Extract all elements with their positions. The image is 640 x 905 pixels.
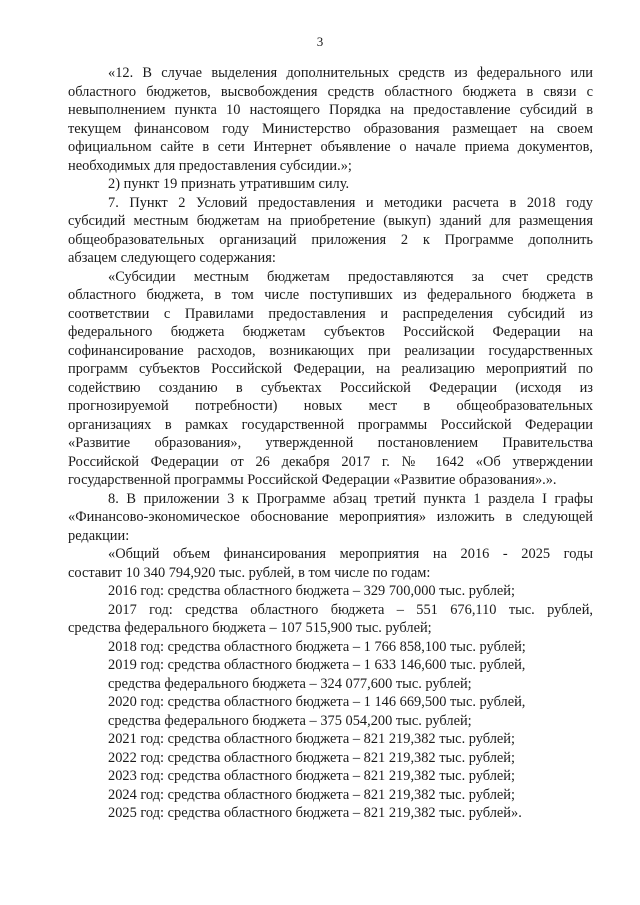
document-line: программ субъектов Российской Федерации, на реализацию мероприятий по (68, 361, 593, 377)
document-line: средства федерального бюджета – 107 515,900 тыс. рублей; (68, 620, 432, 636)
document-line: «Субсидии местным бюджетам предоставляются за счет средств (108, 268, 593, 285)
document-line: 2023 год: средства областного бюджета – 821 219,382 тыс. рублей; (108, 768, 516, 784)
document-line: текущем финансовом году Министерство образования размещает на своем (68, 120, 593, 137)
document-line: федерального бюджета бюджетам субъектов Российской Федерации на (68, 324, 593, 340)
document-line: 2024 год: средства областного бюджета – 821 219,382 тыс. рублей; (108, 786, 516, 803)
document-line: «12. В случае выделения дополнительных средств из федерального или (108, 65, 593, 81)
document-line: 2020 год: средства областного бюджета – 1 146 669,500 тыс. рублей, (108, 694, 526, 710)
document-line: 2) пункт 19 признать утратившим силу. (108, 176, 350, 192)
document-line: областного бюджета, в том числе поступивших из федерального бюджета в (68, 287, 593, 303)
document-line: «Финансово-экономическое обоснование мероприятия» изложить в следующей (68, 509, 593, 525)
document-line: 2018 год: средства областного бюджета – 1 766 858,100 тыс. рублей; (108, 638, 526, 655)
document-line: государственной программы Российской Федерации «Развитие образования».». (68, 472, 557, 488)
document-line: невыполнением пункта 10 настоящего Порядка на предоставление субсидий в (68, 102, 593, 118)
document-line: 2016 год: средства областного бюджета – 329 700,000 тыс. рублей; (108, 583, 516, 599)
document-line: областного бюджетов, высвобождения средств областного бюджета в связи с (68, 83, 593, 100)
document-line: 2025 год: средства областного бюджета – 821 219,382 тыс. рублей». (108, 805, 522, 821)
document-line: прогнозируемой потребности) новых мест в общеобразовательных (68, 398, 593, 414)
document-line: 2021 год: средства областного бюджета – 821 219,382 тыс. рублей; (108, 731, 516, 747)
document-line: 2019 год: средства областного бюджета – 1 633 146,600 тыс. рублей, (108, 657, 526, 673)
document-line: официальном сайте в сети Интернет объявление о начале приема документов, (68, 139, 593, 155)
document-line: Российской Федерации от 26 декабря 2017 г. № 1642 «Об утверждении (68, 453, 593, 470)
page-number: 3 (316, 34, 324, 49)
document-line: средства федерального бюджета – 375 054,200 тыс. рублей; (108, 712, 472, 729)
document-line: 8. В приложении 3 к Программе абзац третий пункта 1 раздела I графы (108, 490, 593, 507)
document-line: 2022 год: средства областного бюджета – 821 219,382 тыс. рублей; (108, 749, 516, 766)
document-body (68, 64, 593, 823)
document-line: абзацем следующего содержания: (68, 250, 276, 266)
document-line: организациях в рамках государственной программы Российской Федерации (68, 416, 593, 433)
document-line: соответствии с Правилами предоставления и распределения субсидий из (68, 305, 593, 322)
document-line: средства федерального бюджета – 324 077,600 тыс. рублей; (108, 675, 472, 692)
document-line: 2017 год: средства областного бюджета – 551 676,110 тыс. рублей, (108, 601, 593, 618)
document-line: составит 10 340 794,920 тыс. рублей, в том числе по годам: (68, 564, 431, 581)
document-line: «Развитие образования», утвержденной постановлением Правительства (68, 435, 593, 451)
document-line: общеобразовательных организаций приложения 2 к Программе дополнить (68, 231, 593, 248)
document-line: 7. Пункт 2 Условий предоставления и методики расчета в 2018 году (108, 194, 593, 211)
document-line: редакции: (68, 527, 130, 544)
document-line: необходимых для предоставления субсидии.»; (68, 157, 352, 174)
document-line: содействию созданию в субъектах Российской Федерации (исходя из (68, 379, 593, 396)
document-line: софинансирование расходов, возникающих при реализации государственных (68, 342, 593, 359)
document-line: субсидий местным бюджетам на приобретение (выкуп) зданий для размещения (68, 213, 593, 229)
document-line: «Общий объем финансирования мероприятия на 2016 - 2025 годы (108, 546, 593, 562)
